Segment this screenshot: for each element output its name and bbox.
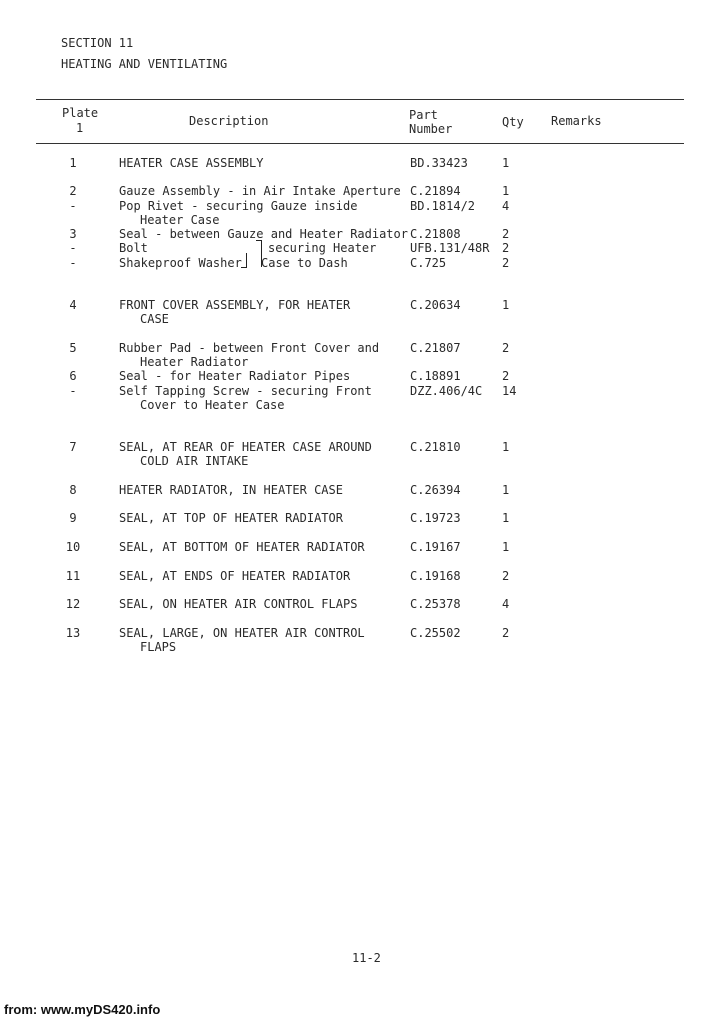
part-qty: 2 xyxy=(502,341,510,355)
description-column-header: Description xyxy=(189,114,269,128)
part-number: C.19168 xyxy=(410,569,461,583)
part-description-continued: FLAPS xyxy=(140,640,177,655)
plate-ref: 10 xyxy=(65,540,81,554)
plate-column-subheader: 1 xyxy=(76,121,84,135)
plate-ref: 11 xyxy=(65,569,81,583)
part-qty: 4 xyxy=(502,597,510,611)
remarks-column-header: Remarks xyxy=(551,114,602,128)
plate-ref: 6 xyxy=(69,369,77,383)
part-description: SEAL, LARGE, ON HEATER AIR CONTROL xyxy=(119,626,365,640)
plate-ref: 7 xyxy=(69,440,77,454)
part-number: C.21808 xyxy=(410,227,461,241)
plate-ref: 4 xyxy=(69,298,77,312)
part-description-continued: Cover to Heater Case xyxy=(140,398,285,413)
part-qty: 2 xyxy=(502,626,510,640)
part-description: Pop Rivet - securing Gauze inside xyxy=(119,199,358,213)
top-rule xyxy=(36,99,684,100)
part-number: C.19167 xyxy=(410,540,461,554)
footer-source-link[interactable]: from: www.myDS420.info xyxy=(4,1002,161,1017)
part-number: C.26394 xyxy=(410,483,461,497)
part-qty: 1 xyxy=(502,156,510,170)
part-description-continued: Heater Case xyxy=(140,213,220,228)
part-description: HEATER CASE ASSEMBLY xyxy=(119,156,264,170)
part-qty: 2 xyxy=(502,369,510,383)
part-qty: 2 xyxy=(502,256,510,270)
part-column-header: Part xyxy=(409,108,438,122)
part-description: Rubber Pad - between Front Cover and xyxy=(119,341,380,355)
part-qty: 1 xyxy=(502,511,510,525)
part-description: Seal - between Gauze and Heater Radiator xyxy=(119,227,408,241)
part-qty: 2 xyxy=(502,227,510,241)
part-qty: 2 xyxy=(502,241,510,255)
plate-ref: 5 xyxy=(69,341,77,355)
part-qty: 2 xyxy=(502,569,510,583)
part-number-column-subheader: Number xyxy=(409,122,453,136)
part-description: Self Tapping Screw - securing Front xyxy=(119,384,372,398)
part-number: C.25378 xyxy=(410,597,461,611)
part-number: UFB.131/48R xyxy=(410,241,490,255)
part-description: SEAL, AT ENDS OF HEATER RADIATOR xyxy=(119,569,351,583)
part-number: BD.1814/2 xyxy=(410,199,476,213)
part-qty: 14 xyxy=(502,384,517,398)
part-qty: 1 xyxy=(502,483,510,497)
plate-ref: - xyxy=(69,256,77,270)
part-description-continued: COLD AIR INTAKE xyxy=(140,454,249,469)
plate-ref: - xyxy=(69,384,77,398)
part-number: C.725 xyxy=(410,256,447,270)
plate-ref: 8 xyxy=(69,483,77,497)
bracket-note-line1: securing Heater xyxy=(268,241,377,255)
plate-ref: 12 xyxy=(65,597,81,611)
plate-ref: 13 xyxy=(65,626,81,640)
part-description: Gauze Assembly - in Air Intake Aperture xyxy=(119,184,401,198)
part-qty: 1 xyxy=(502,440,510,454)
part-number: C.20634 xyxy=(410,298,461,312)
section-number: SECTION 11 xyxy=(61,36,134,50)
part-qty: 1 xyxy=(502,184,510,198)
part-number: C.19723 xyxy=(410,511,461,525)
part-qty: 1 xyxy=(502,298,510,312)
part-description-continued: CASE xyxy=(140,312,169,327)
part-description-continued: Heater Radiator xyxy=(140,355,249,370)
part-description: Shakeproof Washer xyxy=(119,256,242,270)
bracketed-row-group xyxy=(0,241,723,271)
part-number: C.18891 xyxy=(410,369,461,383)
section-title: HEATING AND VENTILATING xyxy=(61,57,228,71)
part-description: FRONT COVER ASSEMBLY, FOR HEATER xyxy=(119,298,351,312)
page-number: 11-2 xyxy=(352,951,381,965)
qty-column-header: Qty xyxy=(502,115,524,129)
header-rule xyxy=(36,143,684,144)
part-description: SEAL, AT BOTTOM OF HEATER RADIATOR xyxy=(119,540,365,554)
part-qty: 1 xyxy=(502,540,510,554)
part-number: C.25502 xyxy=(410,626,461,640)
plate-ref: 3 xyxy=(69,227,77,241)
plate-ref: - xyxy=(69,199,77,213)
part-number: DZZ.406/4C xyxy=(410,384,483,398)
part-description: Bolt xyxy=(119,241,148,255)
plate-column-header: Plate xyxy=(62,106,99,120)
part-description: SEAL, ON HEATER AIR CONTROL FLAPS xyxy=(119,597,358,611)
part-description: SEAL, AT TOP OF HEATER RADIATOR xyxy=(119,511,343,525)
plate-ref: 1 xyxy=(69,156,77,170)
plate-ref: - xyxy=(69,241,77,255)
plate-ref: 9 xyxy=(69,511,77,525)
part-number: BD.33423 xyxy=(410,156,468,170)
plate-ref: 2 xyxy=(69,184,77,198)
bracket-note-line2: Case to Dash xyxy=(261,256,348,270)
part-number: C.21894 xyxy=(410,184,461,198)
part-number: C.21807 xyxy=(410,341,461,355)
part-description: SEAL, AT REAR OF HEATER CASE AROUND xyxy=(119,440,372,454)
part-description: HEATER RADIATOR, IN HEATER CASE xyxy=(119,483,343,497)
part-description: Seal - for Heater Radiator Pipes xyxy=(119,369,351,383)
part-qty: 4 xyxy=(502,199,510,213)
part-number: C.21810 xyxy=(410,440,461,454)
